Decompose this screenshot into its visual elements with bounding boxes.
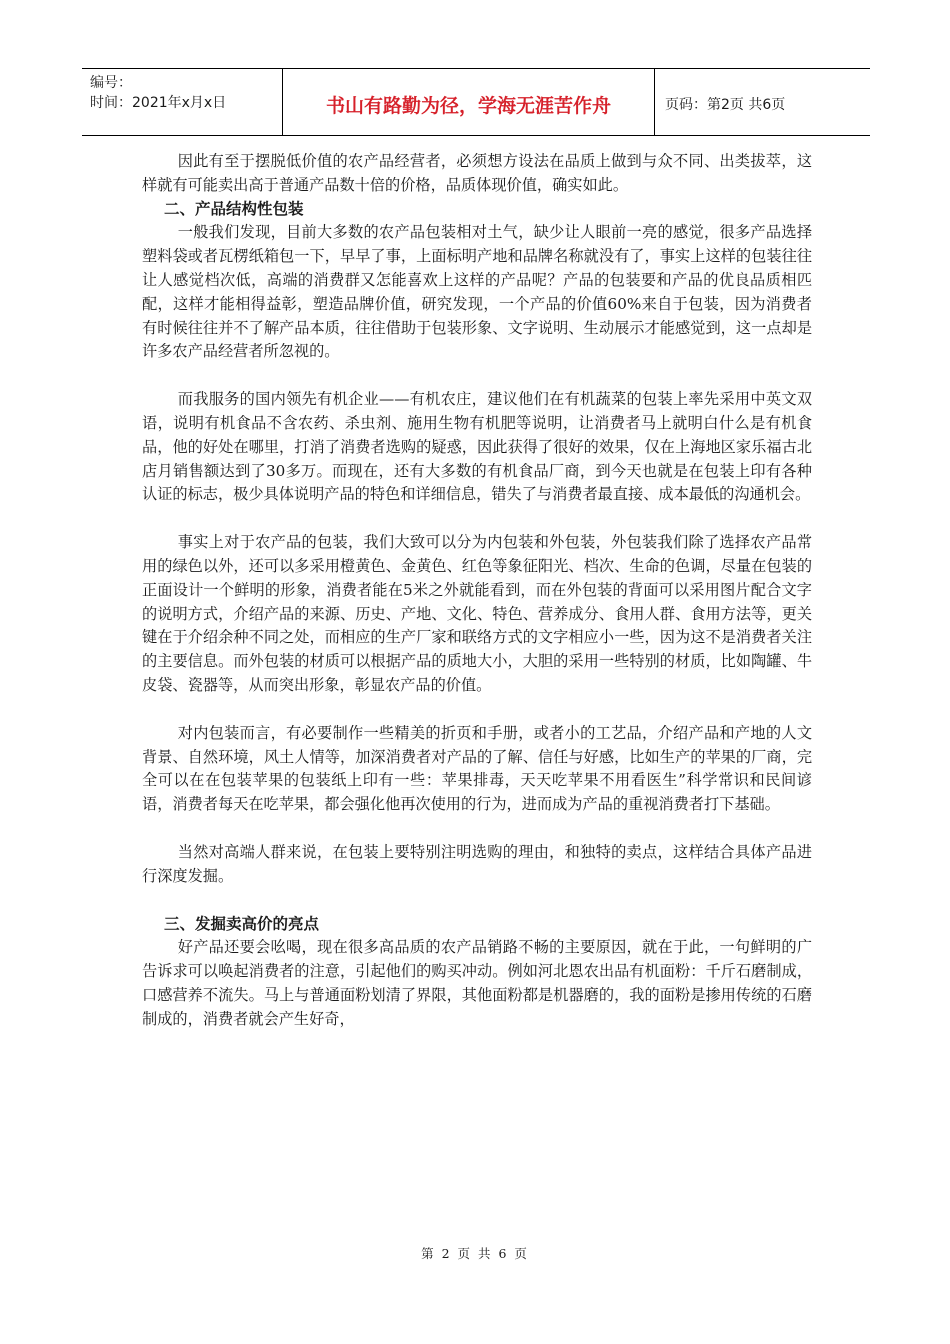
paragraph: 而我服务的国内领先有机企业——有机农庄，建议他们在有机蔬菜的包装上率先采用中英文双语，说明有机食品不含农药、杀虫剂、施用生物有机肥等说明，让消费者马上就明白什么是有机食品，他的好处在哪里，打消了消费者选购的疑惑，因此获得了很好的效果，仅在上海地区家乐福古北店月销售额达到了30多万。而现在，还有大多数的有机食品厂商，到今天也就是在包装上印有各种认证的标志，极少具体说明产品的特色和详细信息，错失了与消费者最直接、成本最低的沟通机会。	[142, 390, 812, 504]
header-meta	[82, 69, 283, 135]
paragraph: 因此有至于摆脱低价值的农产品经营者，必须想方设法在品质上做到与众不同、出类拔萃，这样就有可能卖出高于普通产品数十倍的价格，品质体现价值，确实如此。	[142, 152, 812, 194]
paragraph: 当然对高端人群来说，在包装上要特别注明选购的理由，和独特的卖点，这样结合具体产品进行深度发掘。	[142, 842, 812, 885]
paragraph-gap	[142, 507, 812, 531]
paragraph: 对内包装而言，有必要制作一些精美的折页和手册，或者小的工艺品，介绍产品和产地的人文背景、自然环境，风土人情等，加深消费者对产品的了解、信任与好感，比如生产的苹果的厂商，完全可以在在包装苹果的包装纸上印有一些：苹果排毒，天天吃苹果不用看医生”科学常识和民间谚语，消费者每天在吃苹果，都会强化他再次使用的行为，进而成为产品的重视消费者打下基础。	[142, 723, 812, 814]
section-heading: 三、发掘卖高价的亮点	[164, 914, 320, 933]
paragraph: 事实上对于农产品的包装，我们大致可以分为内包装和外包装，外包装我们除了选择农产品常用的绿色以外，还可以多采用橙黄色、金黄色、红色等象征阳光、档次、生命的色调，尽量在包装的正面设计一个鲜明的形象，消费者能在5米之外就能看到，而在外包装的背面可以采用图片配合文字的说明方式，介绍产品的来源、历史、产地、文化、特色、营养成分、食用人群、食用方法等，更关键在于介绍余种不同之处，而相应的生产厂家和联络方式的文字相应小一些，因为这不是消费者关注的主要信息。而外包装的材质可以根据产品的质地大小，大胆的采用一些特别的材质，比如陶罐、牛皮袋、瓷器等，从而突出形象，彰显农产品的价值。	[142, 533, 812, 694]
paragraph-gap	[142, 698, 812, 722]
page-footer: 第 2 页 共 6 页	[421, 1246, 529, 1261]
header-motto: 书山有路勤为径，学海无涯苦作舟	[283, 69, 655, 135]
document-header	[82, 68, 870, 136]
document-body	[142, 150, 812, 1032]
paragraph: 好产品还要会吆喝，现在很多高品质的农产品销路不畅的主要原因，就在于此，一句鲜明的广告诉求可以唤起消费者的注意，引起他们的购买冲动。例如河北恩农出品有机面粉：千斤石磨制成，口感营养不流失。马上与普通面粉划清了界限，其他面粉都是机器磨的，我的面粉是掺用传统的石磨制成的，消费者就会产生好奇，	[142, 938, 812, 1028]
header-page-number: 页码：第2页 共6页	[665, 97, 786, 113]
paragraph-gap	[142, 817, 812, 841]
paragraph-gap	[142, 889, 812, 913]
document-number-label: 编号：	[90, 75, 132, 91]
paragraph: 一般我们发现，目前大多数的农产品包装相对土气，缺少让人眼前一亮的感觉，很多产品选择塑料袋或者瓦楞纸箱包一下，早早了事，上面标明产地和品牌名称就没有了，事实上这样的包装往往让人感觉档次低，高端的消费群又怎能喜欢上这样的产品呢？产品的包装要和产品的优良品质相匹配，这样才能相得益彰，塑造品牌价值，研究发现，一个产品的价值60%来自于包装，因为消费者有时候往往并不了解产品本质，往往借助于包装形象、文字说明、生动展示才能感觉到，这一点却是许多农产品经营者所忽视的。	[142, 223, 812, 361]
document-date-label: 时间：2021年x月x日	[90, 95, 227, 111]
paragraph-gap	[142, 364, 812, 388]
section-heading: 二、产品结构性包装	[164, 199, 304, 218]
